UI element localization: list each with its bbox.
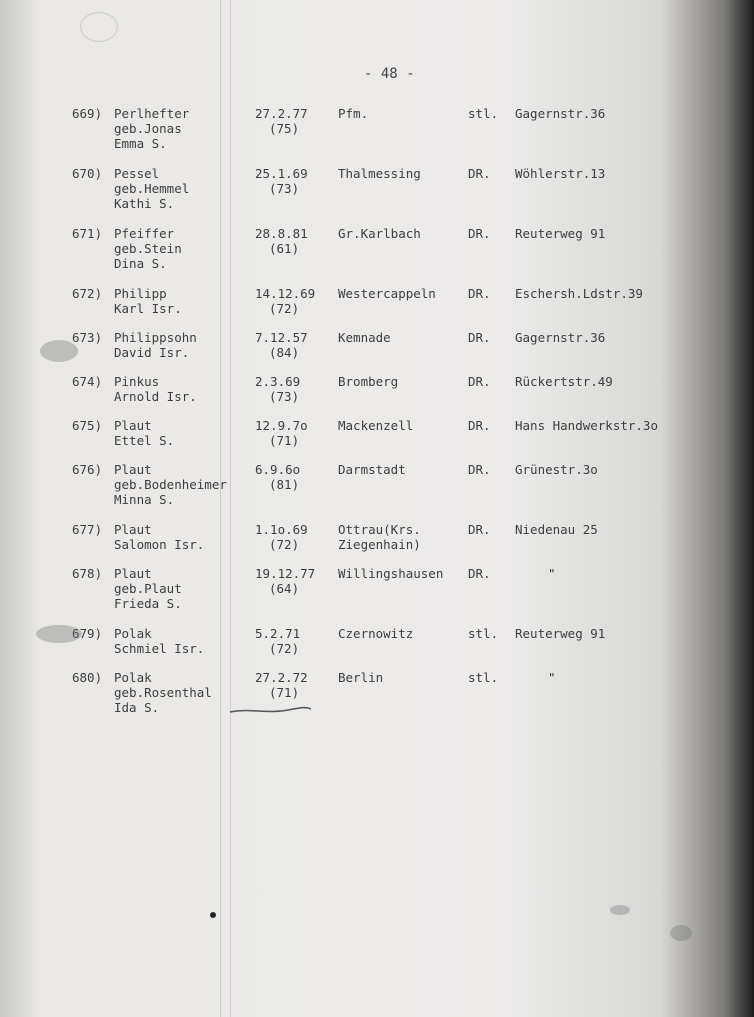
entry-status: DR. [468,522,491,537]
entry-status: stl. [468,106,499,121]
entry-status: stl. [468,670,499,685]
entry-number: 670) [72,166,103,181]
birthplace-line: Kemnade [338,330,391,345]
name-line: Pfeiffer [114,226,175,241]
entry-birthdate [255,670,308,700]
entry-status: DR. [468,374,491,389]
entry-address: Rückertstr.49 [515,374,613,389]
entry-number: 678) [72,566,103,581]
name-line: geb.Bodenheimer [114,477,227,492]
name-line: geb.Hemmel [114,181,190,196]
entry-address: Hans Handwerkstr.3o [515,418,658,433]
birthdate: 14.12.69 [255,286,316,301]
entry-names [114,566,182,611]
entry-names [114,418,174,448]
name-line: Pinkus [114,374,160,389]
entry-birthplace [338,522,421,552]
entry-birthdate [255,374,300,404]
age: (84) [269,345,300,360]
ink-smudge [40,340,78,362]
entry-address: " [548,566,556,581]
name-line: Frieda S. [114,596,182,611]
entry-number: 679) [72,626,103,641]
birthdate: 1.1o.69 [255,522,308,537]
birthdate: 27.2.77 [255,106,308,121]
entry-address: Reuterweg 91 [515,626,606,641]
scan-artifact-line [230,0,231,1017]
name-line: Plaut [114,566,152,581]
name-line: Perlhefter [114,106,190,121]
birthdate: 12.9.7o [255,418,308,433]
birthplace-line: Darmstadt [338,462,406,477]
entry-birthplace [338,418,413,433]
entry-birthdate [255,226,308,256]
name-line: geb.Plaut [114,581,182,596]
entry-birthplace [338,166,421,181]
age: (73) [269,389,300,404]
name-line: Salomon Isr. [114,537,205,552]
ink-smudge [610,905,630,915]
entry-names [114,522,204,552]
age: (61) [269,241,300,256]
name-line: geb.Stein [114,241,182,256]
birthplace-line: Willingshausen [338,566,444,581]
birthdate: 28.8.81 [255,226,308,241]
birthplace-line: Westercappeln [338,286,436,301]
page-number: - 48 - [364,66,415,82]
entry-birthplace [338,626,413,641]
birthplace-line: Ottrau(Krs. [338,522,421,537]
ink-smudge [36,625,82,643]
entry-birthplace [338,566,443,581]
entry-birthdate [255,566,315,596]
entry-status: DR. [468,166,491,181]
entry-birthdate [255,626,300,656]
entry-status: DR. [468,462,491,477]
name-line: Emma S. [114,136,167,151]
entry-birthdate [255,462,300,492]
age: (72) [269,537,300,552]
name-line: geb.Jonas [114,121,182,136]
name-line: Dina S. [114,256,167,271]
entry-status: DR. [468,566,491,581]
name-line: Plaut [114,462,152,477]
name-line: Arnold Isr. [114,389,197,404]
age: (72) [269,301,300,316]
entry-names [114,462,227,507]
age: (75) [269,121,300,136]
age: (73) [269,181,300,196]
entry-status: DR. [468,226,491,241]
birthplace-line: Ziegenhain) [338,537,421,552]
entry-birthdate [255,418,308,448]
birthplace-line: Mackenzell [338,418,414,433]
age: (81) [269,477,300,492]
name-line: Minna S. [114,492,175,507]
age: (72) [269,641,300,656]
entry-names [114,286,182,316]
name-line: Philipp [114,286,167,301]
entry-birthdate [255,286,315,316]
entry-number: 671) [72,226,103,241]
entry-names [114,626,204,656]
entry-address: Eschersh.Ldstr.39 [515,286,643,301]
birthdate: 25.1.69 [255,166,308,181]
entry-names [114,670,212,715]
entry-names [114,374,197,404]
entry-status: DR. [468,286,491,301]
name-line: Philippsohn [114,330,197,345]
name-line: Schmiel Isr. [114,641,205,656]
birthdate: 7.12.57 [255,330,308,345]
birthplace-line: Bromberg [338,374,399,389]
name-line: Plaut [114,522,152,537]
birthplace-line: Pfm. [338,106,369,121]
entry-address: Reuterweg 91 [515,226,606,241]
entry-birthplace [338,330,391,345]
scan-artifact-line [220,0,221,1017]
entry-names [114,166,189,211]
entry-birthdate [255,522,308,552]
entry-number: 676) [72,462,103,477]
entry-number: 674) [72,374,103,389]
entry-number: 677) [72,522,103,537]
entry-status: DR. [468,330,491,345]
entry-number: 672) [72,286,103,301]
handwritten-scrawl [228,706,312,714]
birthdate: 19.12.77 [255,566,316,581]
age: (71) [269,433,300,448]
entry-address: Gagernstr.36 [515,330,606,345]
name-line: David Isr. [114,345,190,360]
age: (71) [269,685,300,700]
entry-number: 675) [72,418,103,433]
birthdate: 5.2.71 [255,626,301,641]
name-line: geb.Rosenthal [114,685,212,700]
name-line: Polak [114,626,152,641]
entry-birthplace [338,374,398,389]
entry-address: Niedenau 25 [515,522,598,537]
birthplace-line: Berlin [338,670,384,685]
birthdate: 6.9.6o [255,462,301,477]
ink-smudge [670,925,692,941]
entry-status: DR. [468,418,491,433]
name-line: Kathi S. [114,196,175,211]
entry-status: stl. [468,626,499,641]
entry-birthplace [338,106,368,121]
entry-address: Wöhlerstr.13 [515,166,606,181]
entry-address: Gagernstr.36 [515,106,606,121]
entry-birthplace [338,670,383,685]
entry-number: 673) [72,330,103,345]
entry-number: 680) [72,670,103,685]
entry-birthplace [338,286,436,301]
entry-names [114,106,189,151]
name-line: Pessel [114,166,160,181]
entry-names [114,226,182,271]
birthdate: 27.2.72 [255,670,308,685]
entry-names [114,330,197,360]
birthplace-line: Czernowitz [338,626,414,641]
birthplace-line: Gr.Karlbach [338,226,421,241]
name-line: Plaut [114,418,152,433]
entry-address: " [548,670,556,685]
name-line: Polak [114,670,152,685]
name-line: Ettel S. [114,433,175,448]
entry-birthdate [255,106,308,136]
birthdate: 2.3.69 [255,374,301,389]
entry-birthdate [255,330,308,360]
ink-dot [210,912,216,918]
birthplace-line: Thalmessing [338,166,421,181]
entry-birthplace [338,462,406,477]
entry-address: Grünestr.3o [515,462,598,477]
entry-number: 669) [72,106,103,121]
name-line: Ida S. [114,700,160,715]
age: (64) [269,581,300,596]
name-line: Karl Isr. [114,301,182,316]
faded-stamp [80,12,118,42]
entry-birthdate [255,166,308,196]
entry-birthplace [338,226,421,241]
